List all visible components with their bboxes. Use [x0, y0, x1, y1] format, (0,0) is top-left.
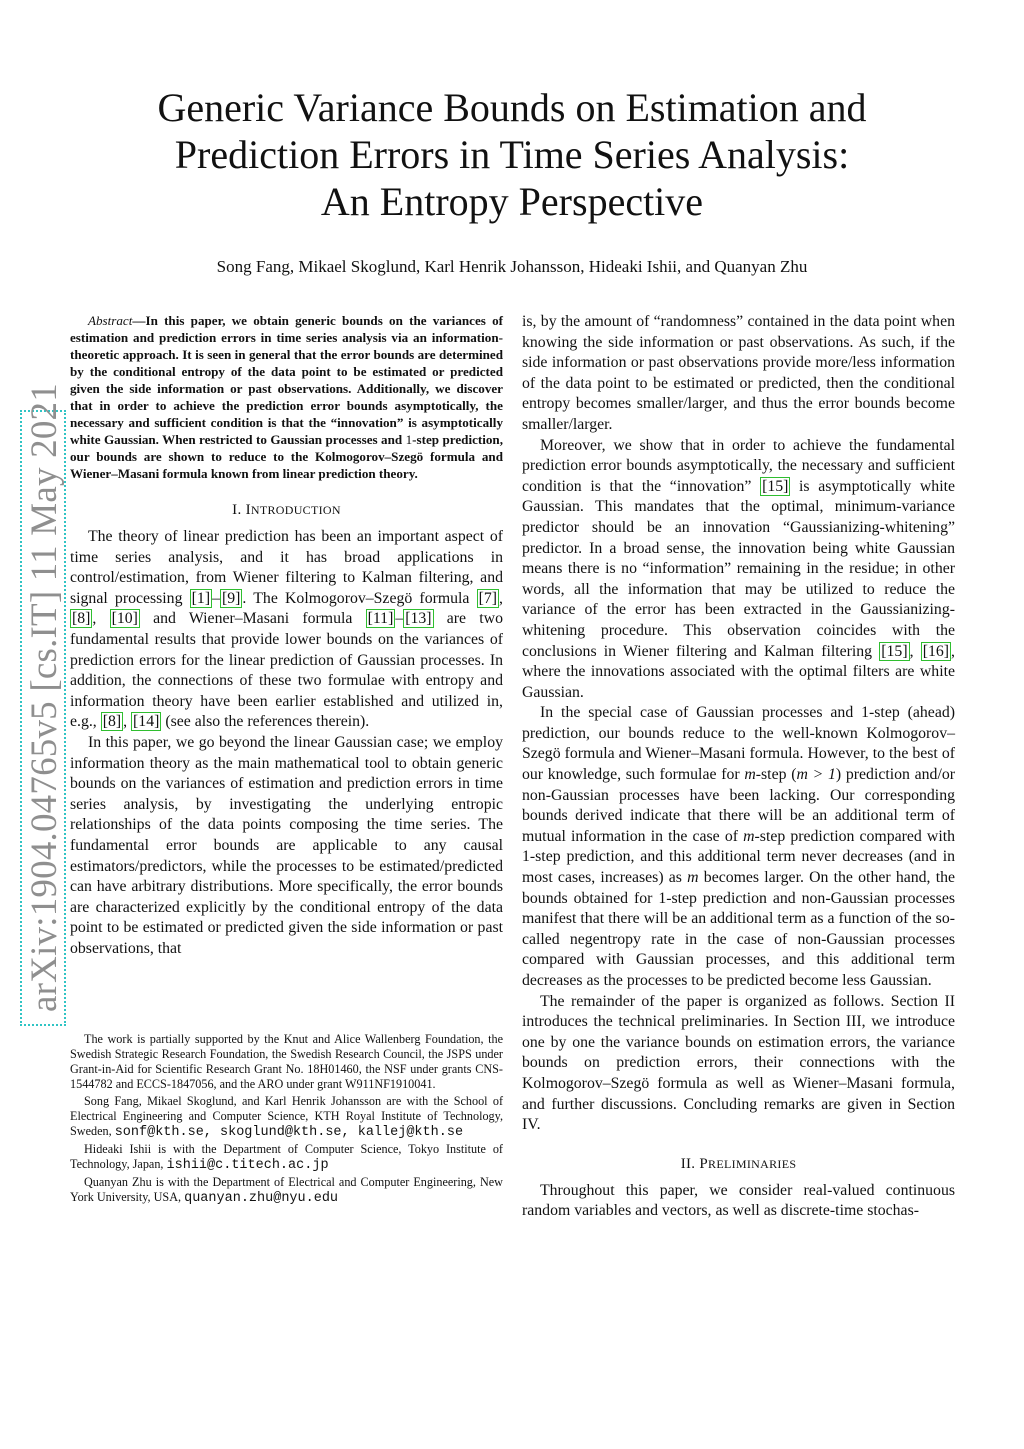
- text: -step prediction compared with 1-step prediction, and this additional term never decreases (and in most cases, increases) as: [522, 827, 956, 887]
- citation-link[interactable]: [14]: [133, 713, 160, 731]
- title-line-1: Generic Variance Bounds on Estimation and: [157, 85, 867, 130]
- section-number: I.: [232, 502, 246, 518]
- abstract-math-1: 1: [405, 432, 413, 447]
- footnote-affiliation-kth: [70, 1094, 503, 1140]
- text: –: [395, 610, 404, 628]
- citation-link[interactable]: [8]: [72, 610, 91, 628]
- citation-link[interactable]: [13]: [405, 610, 432, 628]
- math-m: m: [743, 827, 755, 845]
- citation-link[interactable]: [9]: [222, 589, 241, 607]
- intro-paragraph-4: [522, 436, 955, 704]
- text: ,: [123, 713, 132, 731]
- section-initial: P: [699, 1155, 709, 1172]
- citation-link[interactable]: [16]: [922, 642, 950, 660]
- citation-link[interactable]: [15]: [881, 642, 908, 660]
- text: , where the innovations associated with the optimal filters are white Gaussian.: [522, 642, 955, 701]
- author-list: Song Fang, Mikael Skoglund, Karl Henrik Johansson, Hideaki Ishii, and Quanyan Zhu: [216, 257, 808, 276]
- text: –: [212, 589, 220, 607]
- section-rest: NTRODUCTION: [250, 503, 341, 517]
- intro-paragraph-1: [70, 527, 503, 733]
- text: are two fundamental results that provide lower bounds on the variances of prediction errors for the linear prediction of Gaussian processes. In addition, the connections of these two formulae with entropy and information theory have been earlier established and utilized in, e.g.,: [70, 610, 503, 731]
- footnote-affiliation-titech: [70, 1142, 503, 1173]
- citation-link[interactable]: [8]: [102, 713, 122, 731]
- text: Quanyan Zhu is with the Department of Electrical and Computer Engineering, New York University, USA,: [70, 1175, 503, 1204]
- intro-paragraph-5: [522, 703, 955, 991]
- citation-link[interactable]: [15]: [762, 477, 789, 495]
- text: ,: [909, 642, 921, 660]
- paper-title: [0, 84, 1024, 225]
- footnote-affiliation-nyu: [70, 1175, 503, 1206]
- intro-paragraph-6: The remainder of the paper is organized as follows. Section II introduces the technical preliminaries. In Section III, we introduce one by one the variance bounds on estimation errors, the variance bounds on prediction errors, their connections with the Kolmogorov–Szegö formula as well as Wiener–Masani formula, and further discussions. Concluding remarks are given in Section IV.: [522, 992, 955, 1134]
- email-link[interactable]: ishii@c.titech.ac.jp: [166, 1158, 329, 1173]
- arxiv-identifier[interactable]: arXiv:1904.04765v5 [cs.IT] 11 May 2021: [24, 383, 65, 1012]
- math-m: m: [687, 869, 699, 887]
- text: (see also the references therein).: [161, 713, 370, 731]
- prelim-paragraph-1: Throughout this paper, we consider real-valued continuous random variables and vectors, as well as discrete-time stochas-: [522, 1181, 955, 1220]
- intro-paragraph-3: is, by the amount of “randomness” contained in the data point when knowing the side information or past observations. As such, if the side information or past observations provide more/less information of the data point to be estimated or predicted, then the conditional entropy becomes smaller/larger, and thus the error bounds become smaller/larger.: [522, 313, 955, 433]
- left-column: [70, 312, 503, 959]
- citation-link[interactable]: [7]: [478, 589, 498, 607]
- title-line-3: An Entropy Perspective: [320, 179, 704, 224]
- citation-link[interactable]: [10]: [111, 610, 138, 628]
- text: ) prediction and/or non-Gaussian processes have been lacking. Our corresponding bounds derived indicate that there will be an additional term of mutual information in the case of: [522, 766, 955, 845]
- email-link[interactable]: quanyan.zhu@nyu.edu: [184, 1191, 339, 1206]
- section-heading-introduction: [70, 502, 503, 519]
- abstract-text-b: -step prediction, our bounds are shown to reduce to the Kolmogorov–Szegö formula and Wiener–Masani formula known from linear prediction theory.: [70, 432, 503, 481]
- text: -step (: [755, 766, 797, 784]
- intro-paragraph-2: In this paper, we go beyond the linear Gaussian case; we employ information theory as the main mathematical tool to obtain generic bounds on the variances of estimation and prediction errors in time series analysis, by investigating the underlying entropic relationships of the data points composing the time series. The fundamental error bounds are applicable to any causal estimators/predictors, while the processes to be estimated/predicted can have arbitrary distributions. More specifically, the error bounds are characterized explicitly by the conditional entropy of the data point to be estimated or predicted given the side information or past observations, that: [70, 733, 503, 957]
- text: Song Fang, Mikael Skoglund, and Karl Henrik Johansson are with the School of Electrical Engineering and Computer Science, KTH Royal Institute of Technology, Sweden,: [70, 1094, 503, 1138]
- text: and Wiener–Masani formula: [139, 610, 366, 628]
- text: becomes larger. On the other hand, the bounds obtained for 1-step prediction and non-Gaussian processes manifest that there will be an additional term as a function of the so-called negentropy rate in the case of non-Gaussian processes compared with Gaussian processes, and this additional term decreases as the processes to be predicted become less Gaussian.: [522, 869, 955, 989]
- title-line-2: Prediction Errors in Time Series Analysis:: [174, 132, 850, 177]
- text: In the special case of Gaussian processes and 1-step (ahead) prediction, our bounds reduce to the well-known Kolmogorov–Szegö formula and Wiener–Masani formula. However, to the best of our knowledge, such formulae for: [522, 704, 955, 784]
- citation-link[interactable]: [1]: [191, 589, 211, 607]
- math-m: m: [744, 766, 756, 784]
- footnotes: [70, 1032, 503, 1208]
- section-number: II.: [680, 1155, 700, 1172]
- text: ,: [92, 610, 110, 628]
- abstract-label: Abstract: [88, 313, 133, 328]
- text: The theory of linear prediction has been an important aspect of time series analysis, and it has broad applications in control/estimation, from Wiener filtering to Kalman filtering, and signal processing: [70, 528, 503, 607]
- abstract: [70, 312, 503, 482]
- text: . The Kolmogorov–Szegö formula: [242, 589, 477, 607]
- section-rest: RELIMINARIES: [708, 1156, 797, 1171]
- citation-link[interactable]: [11]: [367, 610, 394, 628]
- email-link[interactable]: sonf@kth.se, skoglund@kth.se, kallej@kth.se: [114, 1125, 464, 1140]
- footnote-funding: The work is partially supported by the Knut and Alice Wallenberg Foundation, the Swedish Strategic Research Foundation, the Swedish Research Council, the JSPS under Grant-in-Aid for Scientific Research Grant No. 18H01460, the NSF under grants CNS-1544782 and ECCS-1847056, and the ARO under grant W911NF1910041.: [70, 1032, 503, 1091]
- right-column: [522, 312, 955, 1222]
- text: ,: [499, 589, 503, 607]
- section-heading-preliminaries: [522, 1156, 955, 1173]
- text: Moreover, we show that in order to achieve the fundamental prediction error bounds asymptotically, the necessary and sufficient condition is that the “innovation”: [522, 436, 955, 495]
- abstract-text-a: —In this paper, we obtain generic bounds on the variances of estimation and prediction errors in time series analysis via an information-theoretic approach. It is seen in general that the error bounds are determined by the conditional entropy of the data point to be estimated or predicted given the side information or past observations. Additionally, we discover that in order to achieve the prediction error bounds asymptotically, the necessary and sufficient condition is that the “innovation” is asymptotically white Gaussian. When restricted to Gaussian processes and: [70, 313, 503, 447]
- text: is asymptotically white Gaussian. This mandates that the optimal, minimum-variance predictor should be an innovation “Gaussianizing-whitening” predictor. In a broad sense, the innovation being white Gaussian means there is no “information” remaining in the residue; in other words, all the information that may be utilized to reduce the variance of the error has been extracted in the Gaussianizing-whitening procedure. This observation coincides with the conclusions in Wiener filtering and Kalman filtering: [522, 477, 955, 660]
- section-initial: I: [245, 502, 251, 518]
- text: Hideaki Ishii is with the Department of Computer Science, Tokyo Institute of Technology, Japan,: [70, 1142, 503, 1171]
- math-m-gt-1: m > 1: [796, 766, 836, 784]
